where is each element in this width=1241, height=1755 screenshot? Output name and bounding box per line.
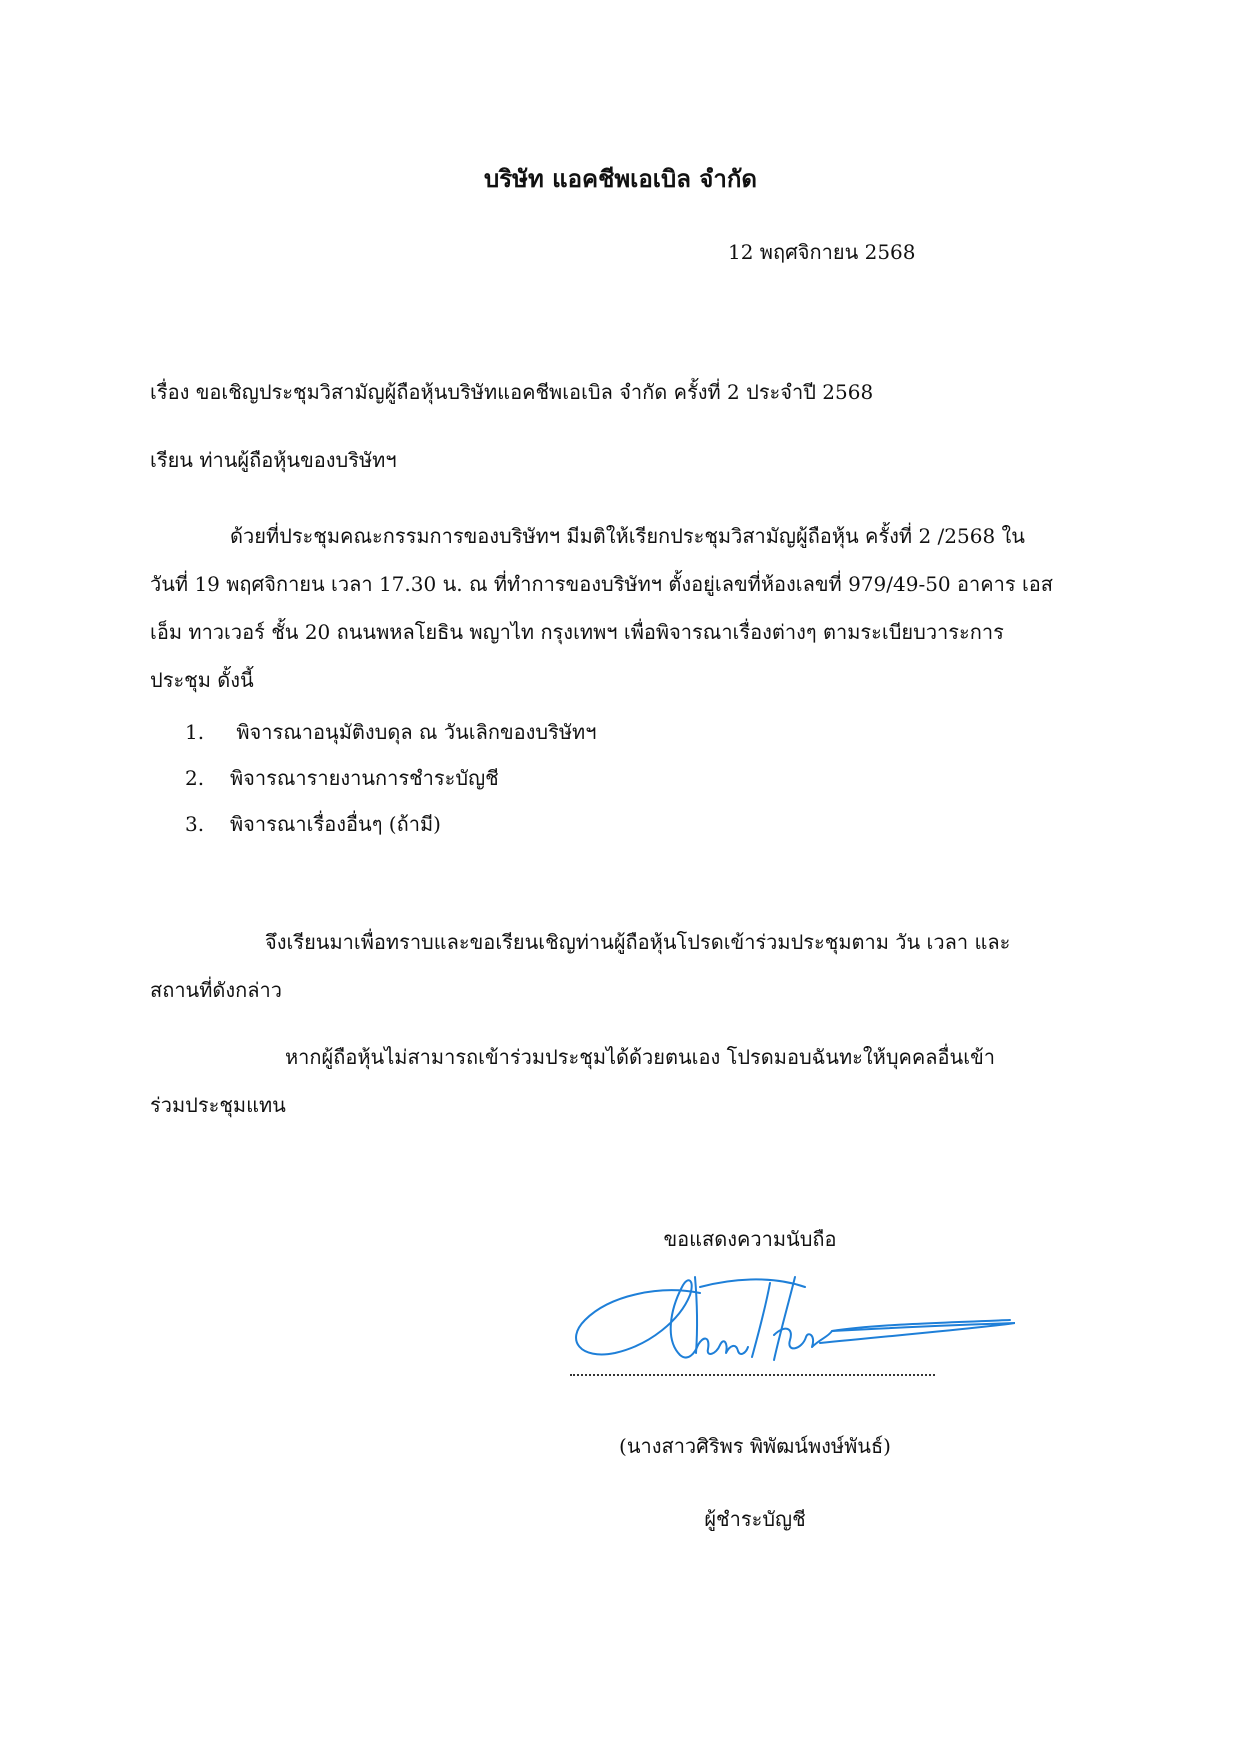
agenda-item-text: พิจารณาอนุมัติงบดุล ณ วันเลิกของบริษัทฯ	[230, 720, 597, 744]
agenda-list	[185, 718, 596, 856]
body-line: วันที่ 19 พฤศจิกายน เวลา 17.30 น. ณ ที่ทำการของบริษัทฯ ตั้งอยู่เลขที่ห้องเลขที่ 979/49-50 อาคาร เอส	[150, 572, 1054, 596]
closing-paragraph-invitation	[150, 918, 1090, 1014]
company-name: บริษัท แอคชีพเอเบิล จำกัด	[484, 164, 757, 193]
letter-subject: เรื่อง ขอเชิญประชุมวิสามัญผู้ถือหุ้นบริษัทแอคชีพเอเบิล จำกัด ครั้งที่ 2 ประจำปี 2568	[150, 380, 874, 404]
agenda-item-number: 2.	[185, 766, 205, 790]
agenda-item-text: พิจารณาเรื่องอื่นๆ (ถ้ามี)	[230, 812, 441, 836]
body-line: ด้วยที่ประชุมคณะกรรมการของบริษัทฯ มีมติให้เรียกประชุมวิสามัญผู้ถือหุ้น ครั้งที่ 2 /2568 ใน	[230, 524, 1025, 548]
agenda-item	[185, 810, 596, 856]
signer-title: ผู้ชำระบัญชี	[704, 1507, 806, 1531]
regards-text: ขอแสดงความนับถือ	[663, 1227, 837, 1251]
agenda-item	[185, 718, 596, 764]
body-paragraph	[150, 512, 1090, 704]
agenda-item-text: พิจารณารายงานการชำระบัญชี	[230, 766, 499, 790]
body-line: ประชุม ดั้งนี้	[150, 668, 254, 692]
body-line: เอ็ม ทาวเวอร์ ชั้น 20 ถนนพหลโยธิน พญาไท กรุงเทพฯ เพื่อพิจารณาเรื่องต่างๆ ตามระเบียบวาระการ	[150, 620, 1004, 644]
closing-line: ร่วมประชุมแทน	[150, 1093, 286, 1117]
signature-dotted-line	[570, 1372, 935, 1376]
agenda-item-number: 1.	[185, 720, 205, 744]
closing-line: จึงเรียนมาเพื่อทราบและขอเรียนเชิญท่านผู้ถือหุ้นโปรดเข้าร่วมประชุมตาม วัน เวลา และ	[265, 930, 1011, 954]
letter-salutation: เรียน ท่านผู้ถือหุ้นของบริษัทฯ	[150, 448, 397, 472]
closing-paragraph-proxy	[150, 1033, 1090, 1129]
closing-line: สถานที่ดังกล่าว	[150, 978, 282, 1002]
letter-date: 12 พฤศจิกายน 2568	[728, 240, 916, 264]
signer-name: (นางสาวศิริพร พิพัฒน์พงษ์พันธ์)	[619, 1434, 891, 1458]
agenda-item-number: 3.	[185, 812, 205, 836]
closing-line: หากผู้ถือหุ้นไม่สามารถเข้าร่วมประชุมได้ด้วยตนเอง โปรดมอบฉันทะให้บุคคลอื่นเข้า	[285, 1045, 995, 1069]
agenda-item	[185, 764, 596, 810]
handwritten-signature	[570, 1265, 1015, 1365]
